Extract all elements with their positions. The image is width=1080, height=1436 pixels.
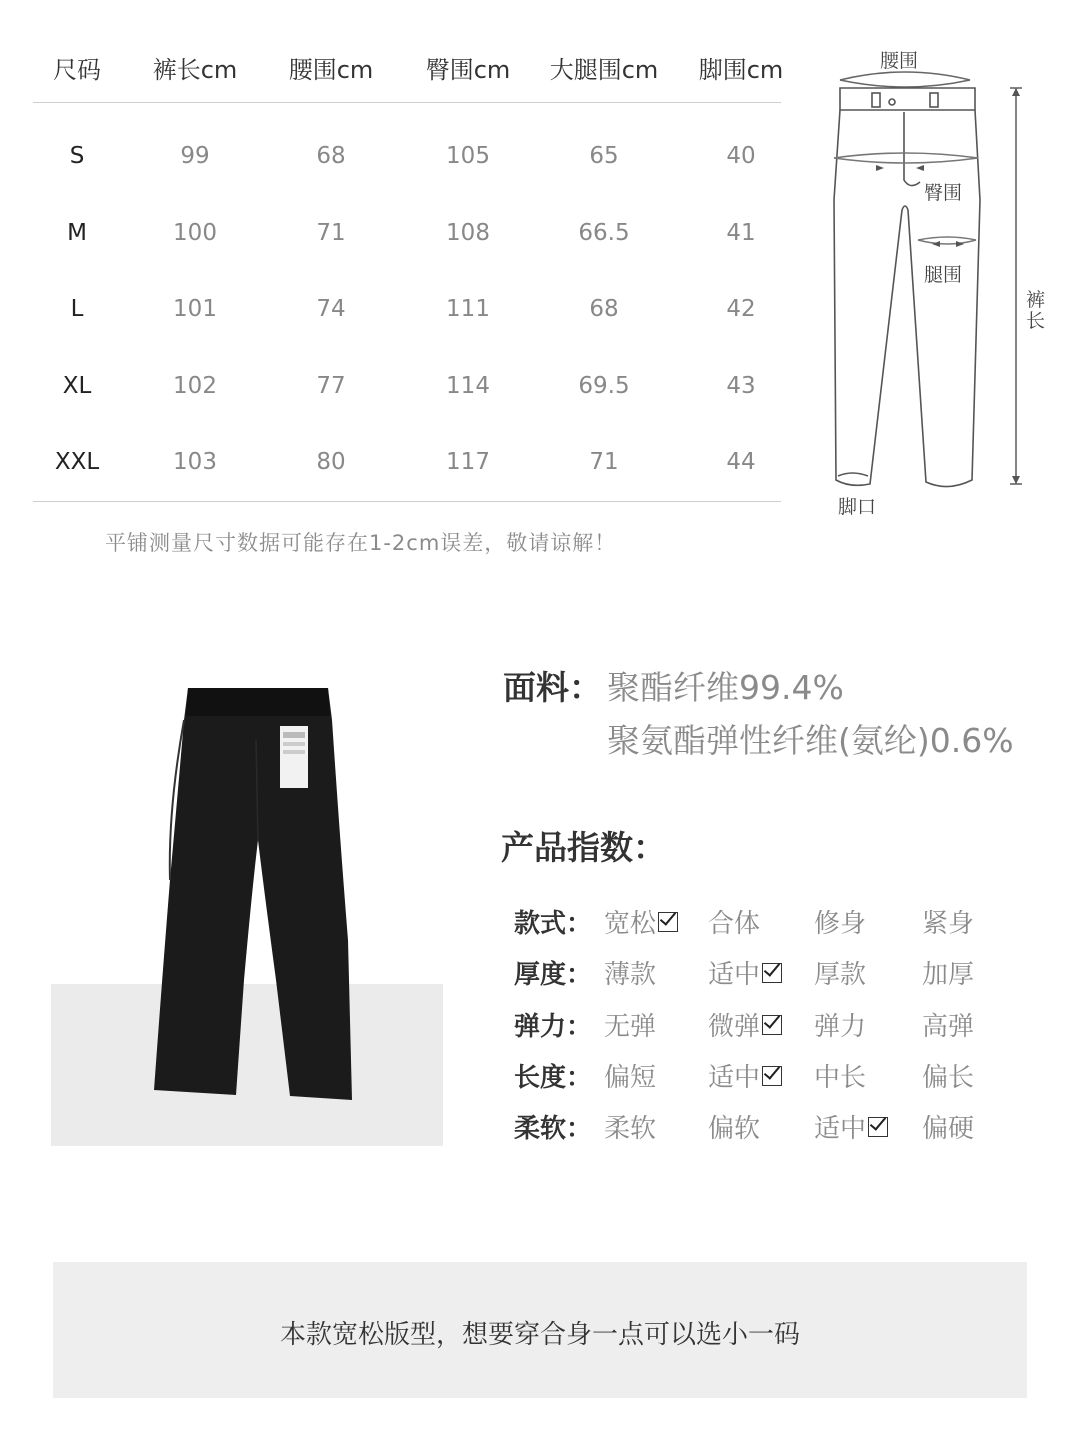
thigh-cell: 65	[589, 143, 619, 169]
index-option	[604, 1108, 656, 1145]
index-option-label: 偏硬	[922, 1114, 975, 1144]
waist-cell: 71	[316, 220, 346, 246]
waist-cell: 68	[316, 143, 346, 169]
table-row	[33, 220, 781, 260]
index-option	[922, 903, 974, 940]
length-label: 裤长	[1026, 289, 1046, 332]
index-option-label: 合体	[708, 909, 761, 939]
waist-cell: 74	[316, 296, 346, 322]
header-thigh: 大腿围cm	[549, 56, 659, 84]
index-option	[604, 954, 656, 991]
product-index-row	[514, 1006, 1054, 1042]
hem-cell: 42	[726, 296, 756, 322]
index-option	[814, 954, 866, 991]
hip-cell: 117	[446, 449, 490, 475]
index-row-label: 厚度：	[514, 960, 593, 990]
index-option	[708, 1057, 782, 1094]
index-option	[922, 1057, 974, 1094]
index-option	[922, 1006, 974, 1043]
checkmark-icon	[658, 912, 678, 932]
thigh-cell: 66.5	[578, 220, 630, 246]
index-option-label: 适中	[708, 960, 761, 990]
index-row-label: 长度：	[514, 1063, 593, 1093]
index-option-label: 微弹	[708, 1012, 761, 1042]
checkmark-icon	[762, 1015, 782, 1035]
length-cell: 102	[173, 373, 217, 399]
hip-label: 臀围	[924, 182, 963, 204]
checkmark-icon	[868, 1117, 888, 1137]
index-option	[814, 1057, 866, 1094]
index-option-label: 偏短	[604, 1063, 657, 1093]
index-option	[814, 903, 866, 940]
table-row	[33, 449, 781, 489]
thigh-label: 腿围	[924, 264, 963, 286]
index-option	[604, 1006, 656, 1043]
index-option-label: 偏长	[922, 1063, 975, 1093]
header-length: 裤长cm	[152, 56, 238, 84]
hem-label: 脚口	[838, 496, 877, 518]
index-option-label: 薄款	[604, 960, 657, 990]
index-option-label: 中长	[814, 1063, 867, 1093]
index-row-label: 款式：	[514, 909, 593, 939]
thigh-cell: 71	[589, 449, 619, 475]
index-option-label: 高弹	[922, 1012, 975, 1042]
hem-cell: 40	[726, 143, 756, 169]
size-cell: XXL	[54, 449, 100, 475]
index-row-label: 弹力：	[514, 1012, 593, 1042]
index-option-label: 加厚	[922, 960, 975, 990]
hip-cell: 105	[446, 143, 490, 169]
hip-cell: 114	[446, 373, 490, 399]
index-option-label: 偏软	[708, 1114, 761, 1144]
table-row	[33, 143, 781, 183]
index-option-label: 紧身	[922, 909, 975, 939]
index-option	[604, 903, 678, 940]
index-option	[708, 1108, 760, 1145]
index-option-label: 适中	[814, 1114, 867, 1144]
header-hem: 脚围cm	[698, 56, 784, 84]
index-option	[604, 1057, 656, 1094]
fabric-composition-2: 聚氨酯弹性纤维(氨纶)0.6%	[607, 721, 1014, 760]
hem-cell: 43	[726, 373, 756, 399]
product-index-row	[514, 1057, 1054, 1093]
length-cell: 103	[173, 449, 217, 475]
size-cell: S	[69, 143, 85, 169]
hem-cell: 44	[726, 449, 756, 475]
index-option-label: 宽松	[604, 909, 657, 939]
length-cell: 100	[173, 220, 217, 246]
checkmark-icon	[762, 1066, 782, 1086]
size-table	[33, 40, 784, 502]
index-option	[708, 1006, 782, 1043]
hip-cell: 108	[446, 220, 490, 246]
measurement-note: 平铺测量尺寸数据可能存在1-2cm误差，敬请谅解！	[105, 531, 617, 555]
index-option-label: 修身	[814, 909, 867, 939]
fabric-composition-1: 聚酯纤维99.4%	[607, 668, 844, 707]
index-row-label: 柔软：	[514, 1114, 593, 1144]
index-option-label: 厚款	[814, 960, 867, 990]
pants-diagram	[820, 40, 1060, 530]
index-option	[708, 903, 760, 940]
product-index-row	[514, 903, 1054, 939]
length-cell: 99	[180, 143, 210, 169]
hip-cell: 111	[446, 296, 490, 322]
table-row	[33, 373, 781, 413]
waist-cell: 80	[316, 449, 346, 475]
header-waist: 腰围cm	[288, 56, 374, 84]
product-index-title: 产品指数：	[501, 828, 666, 867]
product-photo	[140, 680, 380, 1110]
header-hip: 臀围cm	[425, 56, 511, 84]
waist-cell: 77	[316, 373, 346, 399]
size-cell: L	[70, 296, 84, 322]
size-table-header	[33, 40, 784, 103]
fabric-label: 面料：	[503, 668, 602, 707]
header-size: 尺码	[53, 56, 101, 84]
sizing-tip-box	[53, 1262, 1027, 1398]
index-option-label: 柔软	[604, 1114, 657, 1144]
index-option	[922, 1108, 974, 1145]
thigh-cell: 68	[589, 296, 619, 322]
index-option-label: 弹力	[814, 1012, 867, 1042]
index-option	[814, 1108, 888, 1145]
index-option	[922, 954, 974, 991]
size-table-body	[33, 103, 781, 502]
waist-label: 腰围	[880, 50, 919, 72]
hem-cell: 41	[726, 220, 756, 246]
table-row	[33, 296, 781, 336]
size-cell: M	[67, 220, 87, 246]
index-option	[708, 954, 782, 991]
size-cell: XL	[62, 373, 92, 399]
thigh-cell: 69.5	[578, 373, 630, 399]
product-index-row	[514, 954, 1054, 990]
index-option	[814, 1006, 866, 1043]
index-option-label: 适中	[708, 1063, 761, 1093]
sizing-tip: 本款宽松版型，想要穿合身一点可以选小一码	[279, 1320, 800, 1350]
checkmark-icon	[762, 963, 782, 983]
length-cell: 101	[173, 296, 217, 322]
index-option-label: 无弹	[604, 1012, 657, 1042]
product-index-row	[514, 1108, 1054, 1144]
